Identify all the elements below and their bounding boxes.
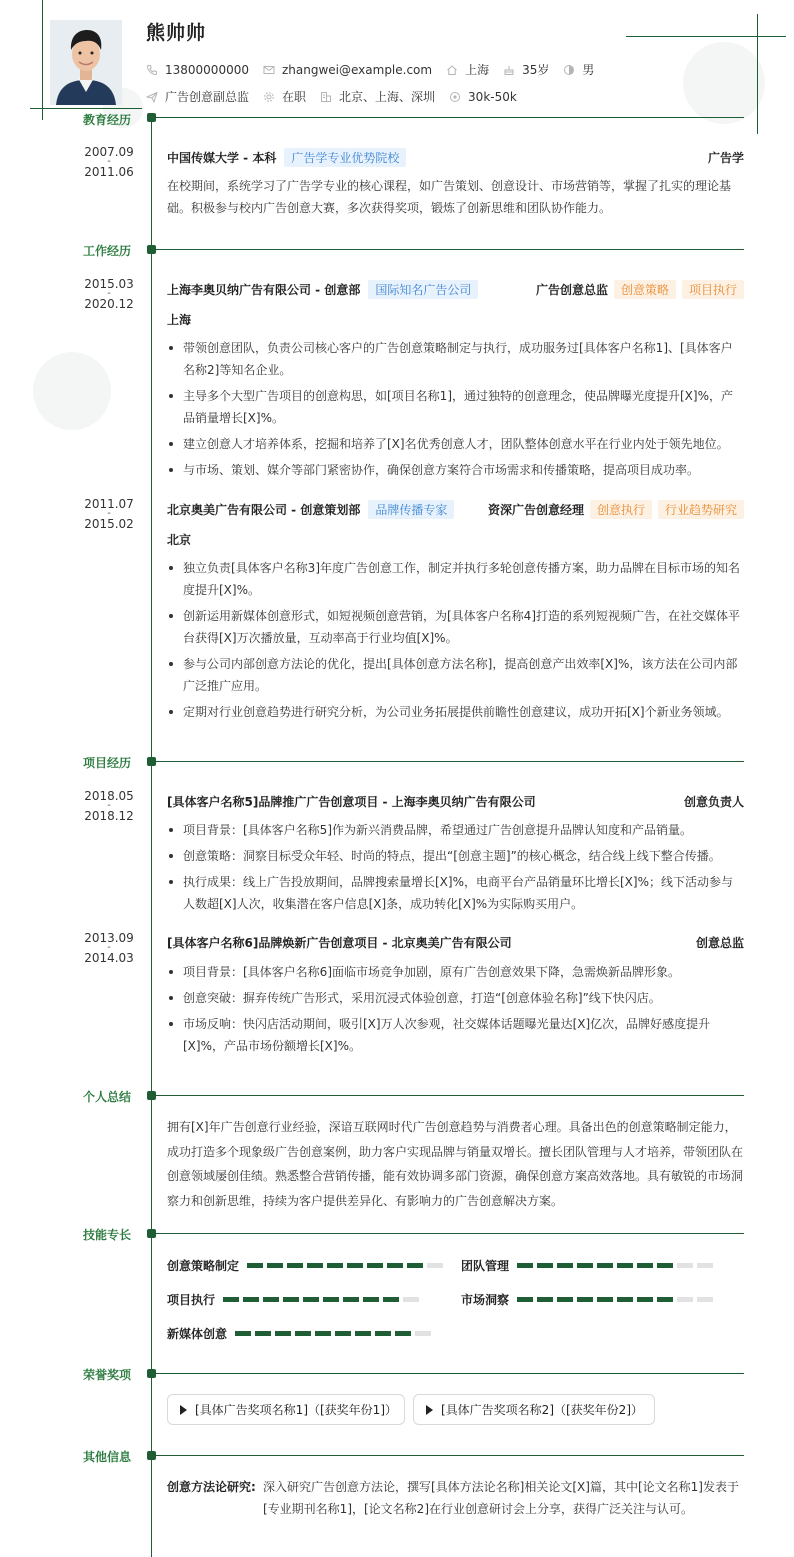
section-divider [156,1233,744,1234]
timeline-axis [151,118,152,1557]
home-icon [446,64,458,76]
section-marker [147,1229,156,1238]
skill-segment [637,1263,653,1268]
list-item: 独立负责[具体客户名称3]年度广告创意工作，制定并执行多轮创意传播方案，助力品牌在目标市场的知名度提升[X]%。 [167,557,744,601]
section-marker [147,1091,156,1100]
project-role: 创意总监 [695,936,744,950]
work-bullets [167,557,744,727]
skill-item [167,1291,423,1308]
skill-segment [343,1297,359,1302]
education-start: 2007.09 [84,145,134,159]
phone-text: 13800000000 [165,62,249,77]
work-company: 北京奥美广告有限公司 - 创意策划部 [167,503,361,517]
decorative-line [30,108,142,109]
list-item: 项目背景：[具体客户名称6]面临市场竞争加剧，原有广告创意效果下降，急需焕新品牌形象。 [167,961,744,983]
date-separator: - [107,156,111,167]
award-item[interactable] [167,1394,405,1425]
skill-segment [697,1297,713,1302]
skill-tag: 行业趋势研究 [658,500,744,519]
skill-segment [577,1297,593,1302]
list-item: 创新运用新媒体创意形式，如短视频创意营销，为[具体客户名称4]打造的系列短视频广告，在社交媒体平台获得[X]万次播放量，互动率高于行业均值[X]%。 [167,605,744,649]
decorative-line [42,0,43,120]
skill-segment [657,1263,673,1268]
section-title-other: 其他信息 [83,1450,132,1464]
list-item: 建立创意人才培养体系，挖掘和培养了[X]名优秀创意人才，团队整体创意水平在行业内处于领先地位。 [167,433,744,455]
skill-segment [367,1263,383,1268]
skill-segment [517,1263,533,1268]
skill-segment [327,1263,343,1268]
project-bullets [167,961,744,1061]
mail-icon [263,64,275,76]
list-item: 带领创意团队，负责公司核心客户的广告创意策略制定与执行，成功服务过[具体客户名称1]、[具体客户名称2]等知名企业。 [167,337,744,381]
work-city: 北京 [167,533,192,547]
building-icon [320,91,332,103]
section-title-skills: 技能专长 [83,1228,132,1242]
education-school: 中国传媒大学 - 本科 [167,151,277,165]
skill-segment [557,1263,573,1268]
project-end: 2014.03 [84,951,134,965]
age-text: 35岁 [522,63,550,77]
list-item: 与市场、策划、媒介等部门紧密协作，确保创意方案符合市场需求和传播策略，提高项目成功率。 [167,459,744,481]
project-date [74,932,144,964]
skill-segment [283,1297,299,1302]
skill-segment [677,1297,693,1302]
skill-segment [307,1263,323,1268]
award-label: [具体广告奖项名称1]（[获奖年份1]） [195,1403,397,1417]
skill-name: 创意策略制定 [167,1259,240,1273]
skill-segment [383,1297,399,1302]
skill-segment [223,1297,239,1302]
section-title-projects: 项目经历 [83,756,132,770]
skill-name: 市场洞察 [461,1293,510,1307]
skill-segment [597,1263,613,1268]
skill-segment [275,1331,291,1336]
work-company: 上海李奥贝纳广告有限公司 - 创意部 [167,283,361,297]
skill-segment [617,1297,633,1302]
skill-segment [597,1297,613,1302]
other-text: 深入研究广告创意方法论，撰写[具体方法论名称]相关论文[X]篇，其中[论文名称1]发表于[专业期刊名称1]，[论文名称2]在行业创意研讨会上分享，获得广泛关注与认可。 [263,1480,739,1516]
skill-segment [577,1263,593,1268]
skill-segment [363,1297,379,1302]
skill-tag: 创意执行 [590,500,652,519]
skill-segment [403,1297,419,1302]
skill-item [461,1291,717,1308]
gear-icon [263,91,275,103]
phone-icon [146,64,158,76]
company-tag: 品牌传播专家 [368,500,454,519]
date-separator: - [107,288,111,299]
skill-segment [355,1331,371,1336]
education-date [74,146,144,178]
date-separator: - [107,942,111,953]
skill-segment [617,1263,633,1268]
project-header [167,793,744,810]
work-date [74,498,144,530]
project-bullets [167,819,744,919]
decorative-circle [683,42,765,124]
skill-segment [315,1331,331,1336]
project-start: 2018.05 [84,789,134,803]
work-start: 2015.03 [84,277,134,291]
skill-segment [255,1331,271,1336]
skill-name: 项目执行 [167,1293,216,1307]
salary-item [449,90,517,104]
skill-segment [263,1297,279,1302]
list-item: 创意策略：洞察目标受众年轻、时尚的特点，提出“[创意主题]”的核心概念，结合线上线下整合传播。 [167,845,744,867]
triangle-right-icon [426,1405,433,1415]
skill-segment [267,1263,283,1268]
other-label: 创意方法论研究: [167,1480,256,1494]
section-divider [156,1373,744,1374]
work-start: 2011.07 [84,497,134,511]
position-text: 广告创意副总监 [165,90,250,104]
work-city: 上海 [167,313,192,327]
triangle-right-icon [180,1405,187,1415]
skill-segment [537,1263,553,1268]
skill-level-bar [517,1297,717,1302]
skill-item [167,1257,447,1274]
skill-segment [323,1297,339,1302]
skill-level-bar [517,1263,717,1268]
avatar-photo [50,20,122,105]
skill-segment [557,1297,573,1302]
date-separator: - [107,508,111,519]
section-title-awards: 荣誉奖项 [83,1368,132,1382]
work-end: 2015.02 [84,517,134,531]
section-marker [147,757,156,766]
skill-segment [335,1331,351,1336]
skill-segment [287,1263,303,1268]
skill-item [167,1325,435,1342]
skill-segment [415,1331,431,1336]
age-item [503,61,549,78]
section-divider [156,249,744,250]
list-item: 创意突破：摒弃传统广告形式，采用沉浸式体验创意，打造“[创意体验名称]”线下快闪店。 [167,987,744,1009]
candidate-name: 熊帅帅 [146,22,207,44]
city-text: 上海 [465,63,490,77]
award-item[interactable] [413,1394,655,1425]
skill-level-bar [223,1297,423,1302]
project-end: 2018.12 [84,809,134,823]
project-role: 创意负责人 [683,795,744,809]
award-label: [具体广告奖项名称2]（[获奖年份2]） [441,1403,643,1417]
section-divider [156,117,744,118]
section-marker [147,1451,156,1460]
section-divider [156,761,744,762]
decorative-line [626,36,786,37]
target-cities-text: 北京、上海、深圳 [339,90,436,104]
section-marker [147,113,156,122]
work-position: 资深广告创意经理 [487,503,584,517]
list-item: 主导多个大型广告项目的创意构思，如[项目名称1]，通过独特的创意理念，使品牌曝光度提升[X]%，产品销量增长[X]%。 [167,385,744,429]
list-item: 市场反响：快闪店活动期间，吸引[X]万人次参观，社交媒体话题曝光量达[X]亿次，品牌好感度提升[X]%，产品市场份额增长[X]%。 [167,1013,744,1057]
status-text: 在职 [282,90,307,104]
section-marker [147,1369,156,1378]
skill-segment [677,1263,693,1268]
gender-item [563,61,594,78]
education-tag: 广告学专业优势院校 [284,148,406,167]
work-end: 2020.12 [84,297,134,311]
skill-segment [657,1297,673,1302]
skill-segment [697,1263,713,1268]
cake-icon [503,64,515,76]
skill-segment [537,1297,553,1302]
skill-item [461,1257,717,1274]
section-title-work: 工作经历 [83,244,132,258]
email-text: zhangwei@example.com [281,62,433,77]
project-title: [具体客户名称5]品牌推广广告创意项目 - 上海李奥贝纳广告有限公司 [167,795,536,809]
skill-segment [517,1297,533,1302]
work-bullets [167,337,744,485]
gender-text: 男 [582,63,595,77]
education-end: 2011.06 [84,165,134,179]
skill-tag: 项目执行 [682,280,744,299]
salary-text: 30k-50k [468,89,517,104]
skill-segment [427,1263,443,1268]
skill-segment [395,1331,411,1336]
list-item: 定期对行业创意趋势进行研究分析，为公司业务拓展提供前瞻性创意建议，成功开拓[X]个新业务领域。 [167,701,744,723]
skill-tag: 创意策略 [614,280,676,299]
decorative-circle [33,352,111,430]
skill-segment [247,1263,263,1268]
section-title-education: 教育经历 [83,113,132,127]
section-marker [147,245,156,254]
work-date [74,278,144,310]
company-tag: 国际知名广告公司 [368,280,478,299]
work-header [167,500,744,519]
project-date [74,790,144,822]
skill-segment [407,1263,423,1268]
section-divider [156,1455,744,1456]
section-divider [156,1095,744,1096]
list-item: 参与公司内部创意方法论的优化，提出[具体创意方法名称]，提高创意产出效率[X]%，该方法在公司内部广泛推广应用。 [167,653,744,697]
list-item: 项目背景：[具体客户名称5]作为新兴消费品牌，希望通过广告创意提升品牌认知度和产品销量。 [167,819,744,841]
position-item [146,88,249,105]
city-item [446,61,489,78]
skill-segment [347,1263,363,1268]
skill-segment [303,1297,319,1302]
skill-segment [243,1297,259,1302]
phone-item [146,63,249,77]
project-title: [具体客户名称6]品牌焕新广告创意项目 - 北京奥美广告有限公司 [167,936,512,950]
gender-icon [563,64,575,76]
coin-icon [449,91,461,103]
skill-level-bar [247,1263,447,1268]
send-icon [146,91,158,103]
skill-segment [295,1331,311,1336]
date-separator: - [107,800,111,811]
summary-text: 拥有[X]年广告创意行业经验，深谙互联网时代广告创意趋势与消费者心理。具备出色的创意策略制定能力，成功打造多个现象级广告创意案例，助力客户实现品牌与销量双增长。擅长团队管理与人才培养，带领团队在创意领域屡创佳绩。熟悉整合营销传播，能有效协调多部门资源，确保创意方案高效落地。具有敏锐的市场洞察力和创新思维，持续为客户提供差异化、有影响力的广告创意解决方案。 [167,1120,744,1208]
skill-level-bar [235,1331,435,1336]
education-header [167,148,744,167]
decorative-line [757,14,758,134]
job-intent-row [146,88,531,105]
section-title-summary: 个人总结 [83,1090,132,1104]
education-description: 在校期间，系统学习了广告学专业的核心课程，如广告策划、创意设计、市场营销等，掌握了扎实的理论基础。积极参与校内广告创意大赛，多次获得奖项，锻炼了创新思维和团队协作能力。 [167,179,732,215]
work-position: 广告创意总监 [535,283,608,297]
project-header [167,934,744,951]
skill-name: 团队管理 [461,1259,510,1273]
education-major: 广告学 [707,151,744,165]
skill-segment [235,1331,251,1336]
target-cities-item [320,88,435,105]
email-item [263,63,432,77]
project-start: 2013.09 [84,931,134,945]
skill-segment [375,1331,391,1336]
skill-name: 新媒体创意 [167,1327,228,1341]
skill-segment [387,1263,403,1268]
status-item [263,88,306,105]
skill-segment [637,1297,653,1302]
contact-row [146,61,608,78]
list-item: 执行成果：线上广告投放期间，品牌搜索量增长[X]%，电商平台产品销量环比增长[X]%；线下活动参与人数超[X]人次，收集潜在客户信息[X]条，成功转化[X]%为实际购买用户。 [167,871,744,915]
work-header [167,280,744,299]
